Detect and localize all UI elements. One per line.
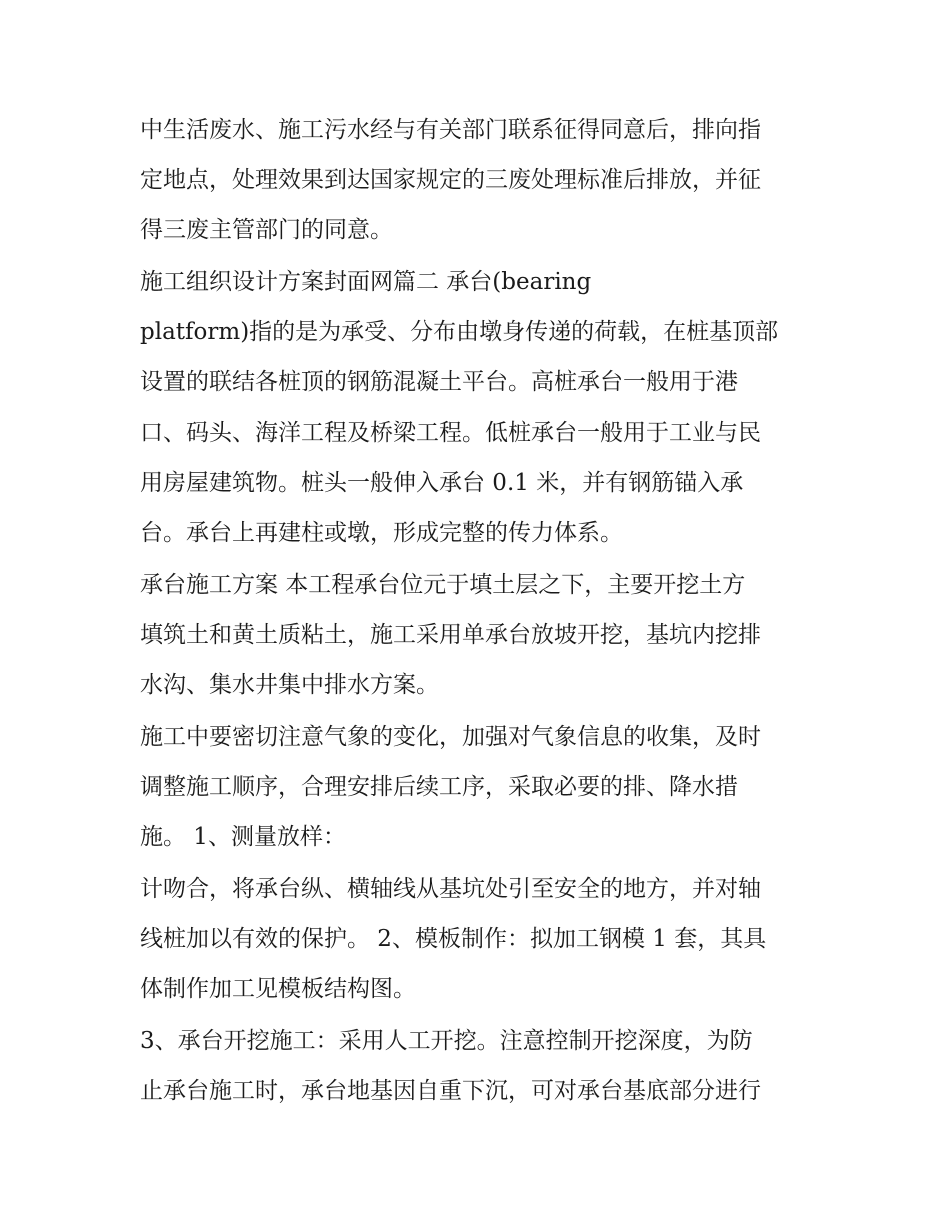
text-line: 线桩加以有效的保护。 2、模板制作：拟加工钢模 1 套，其具: [140, 926, 767, 952]
text-line: 水沟、集水井集中排水方案。: [140, 672, 439, 698]
text-line: 承台施工方案 本工程承台位元于填土层之下，主要开挖土方: [140, 572, 746, 598]
text-line: 用房屋建筑物。桩头一般伸入承台 0.1 米，并有钢筋锚入承: [140, 470, 744, 496]
text-line: 3、承台开挖施工：采用人工开挖。注意控制开挖深度，为防: [140, 1028, 753, 1054]
text-line: 调整施工顺序，合理安排后续工序，采取必要的排、降水措: [140, 774, 738, 800]
text-line: 施工组织设计方案封面网篇二 承台(bearing: [140, 269, 592, 295]
text-line: 施。 1、测量放样：: [140, 824, 346, 850]
text-line: 得三废主管部门的同意。: [140, 217, 393, 243]
text-line: 填筑土和黄土质粘土，施工采用单承台放坡开挖，基坑内挖排: [140, 622, 761, 648]
text-line: 中生活废水、施工污水经与有关部门联系征得同意后，排向指: [140, 117, 761, 143]
text-line: platform)指的是为承受、分布由墩身传递的荷载，在桩基顶部: [140, 319, 779, 345]
text-line: 定地点，处理效果到达国家规定的三废处理标准后排放，并征: [140, 167, 761, 193]
text-line: 体制作加工见模板结构图。: [140, 976, 416, 1002]
text-line: 设置的联结各桩顶的钢筋混凝土平台。高桩承台一般用于港: [140, 369, 738, 395]
text-line: 台。承台上再建柱或墩，形成完整的传力体系。: [140, 520, 623, 546]
text-line: 口、码头、海洋工程及桥梁工程。低桩承台一般用于工业与民: [140, 420, 761, 446]
text-line: 计吻合，将承台纵、横轴线从基坑处引至安全的地方，并对轴: [140, 876, 761, 902]
text-line: 止承台施工时，承台地基因自重下沉，可对承台基底部分进行: [140, 1078, 761, 1104]
text-line: 施工中要密切注意气象的变化，加强对气象信息的收集，及时: [140, 724, 761, 750]
